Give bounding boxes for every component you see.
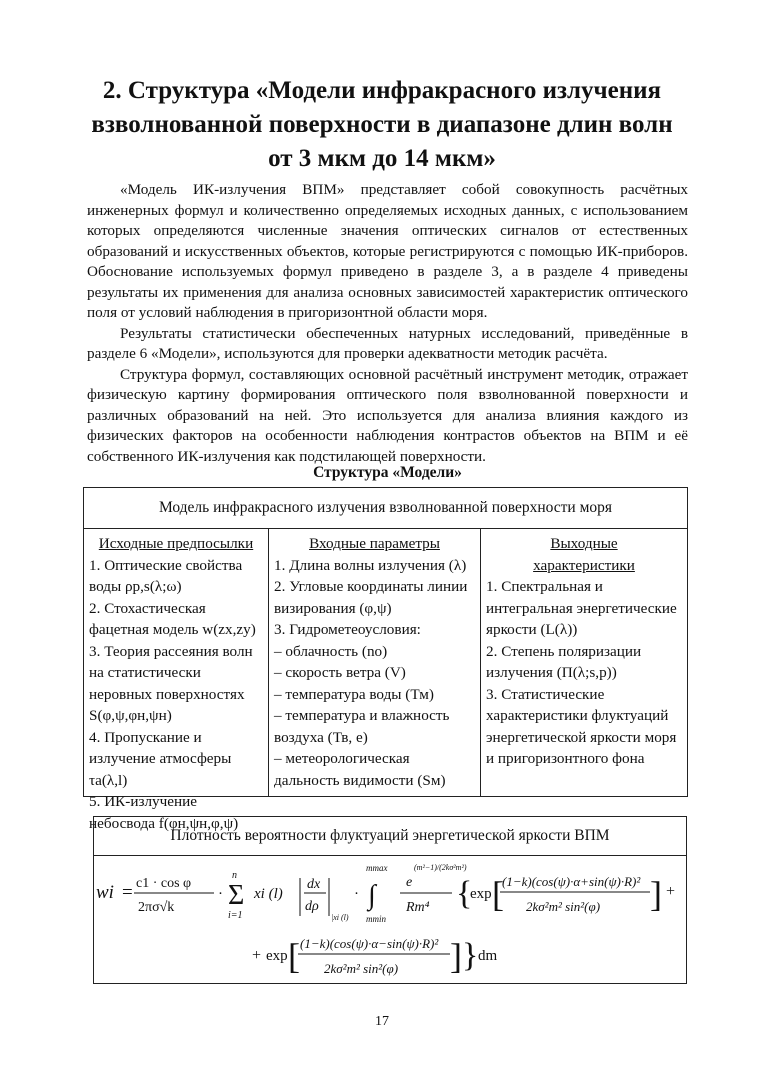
dot-operator: ·: [354, 886, 359, 902]
integral-top: mmax: [366, 863, 388, 873]
numerator-1: c1 · cos φ: [136, 876, 192, 891]
exp-label: exp: [470, 886, 492, 902]
denominator-1: 2πσ√k: [138, 900, 175, 915]
list-item: 1. Длина волны излучения (λ): [274, 556, 467, 574]
exp-denominator: 2kσ²m² sin²(φ): [526, 899, 601, 914]
integral-icon: ∫: [368, 880, 376, 911]
list-item: – температура воды (Тм): [274, 685, 434, 703]
title-line-3: от 3 мкм до 14 мкм»: [268, 145, 496, 172]
list-item: 1. Спектральная и интегральная энергетические яркости (L(λ)): [486, 578, 677, 638]
list-item: 2. Степень поляризации излучения (П(λ;s,p)): [486, 642, 642, 681]
probability-density-formula: [94, 856, 685, 984]
column-heading: Исходные предпосылки: [98, 535, 254, 552]
exp1-numerator: (1−k)(cos(ψ)·α+sin(ψ)·R)²: [502, 874, 641, 889]
title-line-2: взволнованной поверхности в диапазоне длин волн: [91, 111, 673, 138]
structure-header: Модель инфракрасного излучения взволнованной поверхности моря: [84, 488, 687, 529]
column-heading: Выходные: [550, 535, 618, 552]
list-item: 4. Пропускание и излучение атмосферы τa(λ,l): [89, 728, 232, 789]
list-item: 1. Оптические свойства воды ρp,s(λ;ω): [89, 556, 243, 595]
column-prerequisites: [84, 529, 269, 832]
column-heading: Входные параметры: [309, 535, 440, 552]
list-item: – температура и влажность воздуха (Тв, е): [274, 707, 450, 746]
column-output-characteristics: [481, 529, 687, 797]
column-input-parameters: [269, 529, 481, 797]
list-item: – облачность (nо): [274, 642, 388, 660]
bracket-right: ]: [450, 936, 462, 976]
paragraph: Результаты статистически обеспеченных натурных исследований, приведённые в разделе 6 «Модели», используются для проверки адекватности методик расчёта.: [87, 324, 688, 362]
section-title: [70, 74, 694, 176]
drho: dρ: [305, 899, 319, 914]
structure-caption: Структура «Модели»: [313, 464, 462, 481]
formula-box: [93, 816, 687, 984]
list-item: 5. ИК-излучение небосвода f(φн,ψн,φ,ψ): [89, 793, 239, 832]
dx: dx: [307, 877, 321, 892]
column-heading: характеристики: [533, 556, 635, 574]
brace-right: }: [462, 937, 479, 974]
sum-sub: i=1: [228, 910, 243, 921]
title-line-1: 2. Структура «Модели инфракрасного излучения: [102, 77, 662, 104]
exp2-numerator: (1−k)(cos(ψ)·α−sin(ψ)·R)²: [300, 936, 439, 951]
dot-operator: ·: [218, 886, 223, 902]
list-item: – скорость ветра (V): [274, 664, 406, 681]
structure-table: [83, 487, 688, 832]
equals-sign: =: [122, 882, 133, 903]
list-item: 3. Статистические характеристики флуктуаций энергетической яркости моря и пригоризонтного фона: [486, 685, 677, 767]
xi: xi (l): [254, 886, 283, 902]
sum-icon: Σ: [228, 880, 245, 911]
bracket-right: ]: [650, 874, 662, 914]
plus-sign: +: [666, 883, 676, 900]
paragraph: «Модель ИК-излучения ВПМ» представляет собой совокупность расчётных инженерных формул и количественно определяемых исходных данных, с использованием которых определяются численные значения оптических сигналов от естественных образований и искусственных объектов, которые регистрируются с помощью ИК-приборов. Обоснование используемых формул приведено в разделе 3, а в разделе 4 приведены результаты их применения для анализа основных зависимостей характеристик оптического поля от условий наблюдения в пригоризонтной области моря.: [87, 181, 688, 321]
paragraph: Структура формул, составляющих основной расчётный инструмент методик, отражает физическую картину формирования оптического поля взволнованной поверхности и различных образований на ней. Это используется для анализа влияния каждого из физических факторов на особенности наблюдения контрастов объектов на ВПМ и её собственного ИК-излучения как подстилающей поверхности.: [87, 365, 688, 465]
plus-sign: +: [252, 947, 262, 964]
sum-top: n: [232, 870, 237, 881]
rm4: Rm⁴: [406, 900, 430, 915]
exp-label: exp: [266, 948, 288, 964]
dm: dm: [478, 948, 498, 964]
body-text: [87, 180, 688, 467]
bracket-left: [: [288, 936, 300, 976]
list-item: 3. Гидрометеоусловия:: [274, 621, 421, 638]
list-item: 3. Теория рассеяния волн на статистически неровных поверхностях S(φ,ψ,φн,ψн): [89, 642, 253, 724]
list-item: 2. Стохастическая фацетная модель w(zx,zy): [89, 599, 256, 638]
list-item: – метеорологическая дальность видимости (Sм): [274, 750, 446, 789]
list-item: 2. Угловые координаты линии визирования (φ,ψ): [274, 578, 468, 617]
eval-sub: |xi (l): [331, 913, 349, 922]
exp-e: e: [406, 875, 413, 890]
formula-header: Плотность вероятности флуктуаций энергетической яркости ВПМ: [94, 817, 686, 856]
exp-superscript: (m²−1)/(2kσ²m²): [414, 863, 467, 872]
brace-left: {: [456, 875, 473, 912]
bracket-left: [: [492, 874, 504, 914]
exp-denominator: 2kσ²m² sin²(φ): [324, 961, 399, 976]
integral-bottom: mmin: [366, 914, 386, 924]
formula-wi: wi: [96, 882, 114, 903]
page-number: 17: [375, 1014, 389, 1029]
